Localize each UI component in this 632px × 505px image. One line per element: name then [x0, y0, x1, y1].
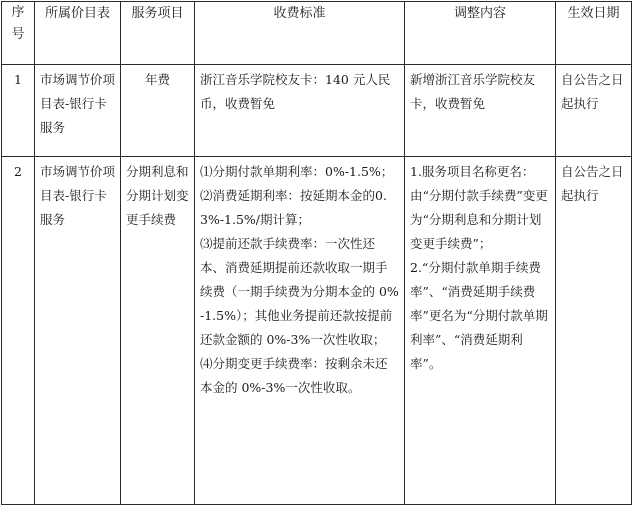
- row-standard: [195, 65, 405, 157]
- row-item: 分期利息和分期计划变更手续费: [121, 157, 195, 505]
- fee-adjustment-table: [1, 1, 632, 505]
- row-standard: [195, 157, 405, 505]
- header-seq-line1: 序: [11, 5, 25, 20]
- header-seq: [2, 2, 35, 65]
- change-line: 2.“分期付款单期手续费率”、“消费延期手续费率”更名为“分期付款单期利率”、“消费延期利率”。: [410, 260, 548, 371]
- row-seq: 1: [2, 65, 35, 157]
- row-item: 年费: [121, 65, 195, 157]
- row-catalog: 市场调节价项目表-银行卡服务: [35, 157, 121, 505]
- standard-line: ⑷分期变更手续费率：按剩余未还本金的 0%-3%一次性收取。: [200, 356, 388, 395]
- standard-line: 浙江音乐学院校友卡：140 元人民币，收费暂免: [200, 72, 391, 111]
- change-line: 1.服务项目名称更名：由“分期付款手续费”变更为“分期利息和分期计划变更手续费”；: [410, 164, 548, 251]
- row-seq: 2: [2, 157, 35, 505]
- standard-line: ⑵消费延期利率：按延期本金的0.3%-1.5%/期计算；: [200, 188, 387, 227]
- row-effective: 自公告之日起执行: [556, 157, 632, 505]
- standard-line: ⑴分期付款单期利率：0%-1.5%；: [200, 164, 394, 179]
- header-effective: 生效日期: [556, 2, 632, 65]
- standard-line: ⑶提前还款手续费率：一次性还本、消费延期提前还款收取一期手续费（一期手续费为分期本金的 0%-1.5%）；其他业务提前还款按提前还款金额的 0%-3%一次性收取；: [200, 236, 399, 347]
- table-row: [2, 157, 632, 505]
- row-change: [405, 65, 556, 157]
- header-change: 调整内容: [405, 2, 556, 65]
- table-row: [2, 65, 632, 157]
- header-seq-line2: 号: [11, 27, 25, 42]
- header-item: 服务项目: [121, 2, 195, 65]
- header-standard: 收费标准: [195, 2, 405, 65]
- row-catalog: 市场调节价项目表-银行卡服务: [35, 65, 121, 157]
- change-line: 新增浙江音乐学院校友卡，收费暂免: [410, 72, 536, 111]
- header-row: [2, 2, 632, 65]
- row-change: [405, 157, 556, 505]
- row-effective: 自公告之日起执行: [556, 65, 632, 157]
- header-catalog: 所属价目表: [35, 2, 121, 65]
